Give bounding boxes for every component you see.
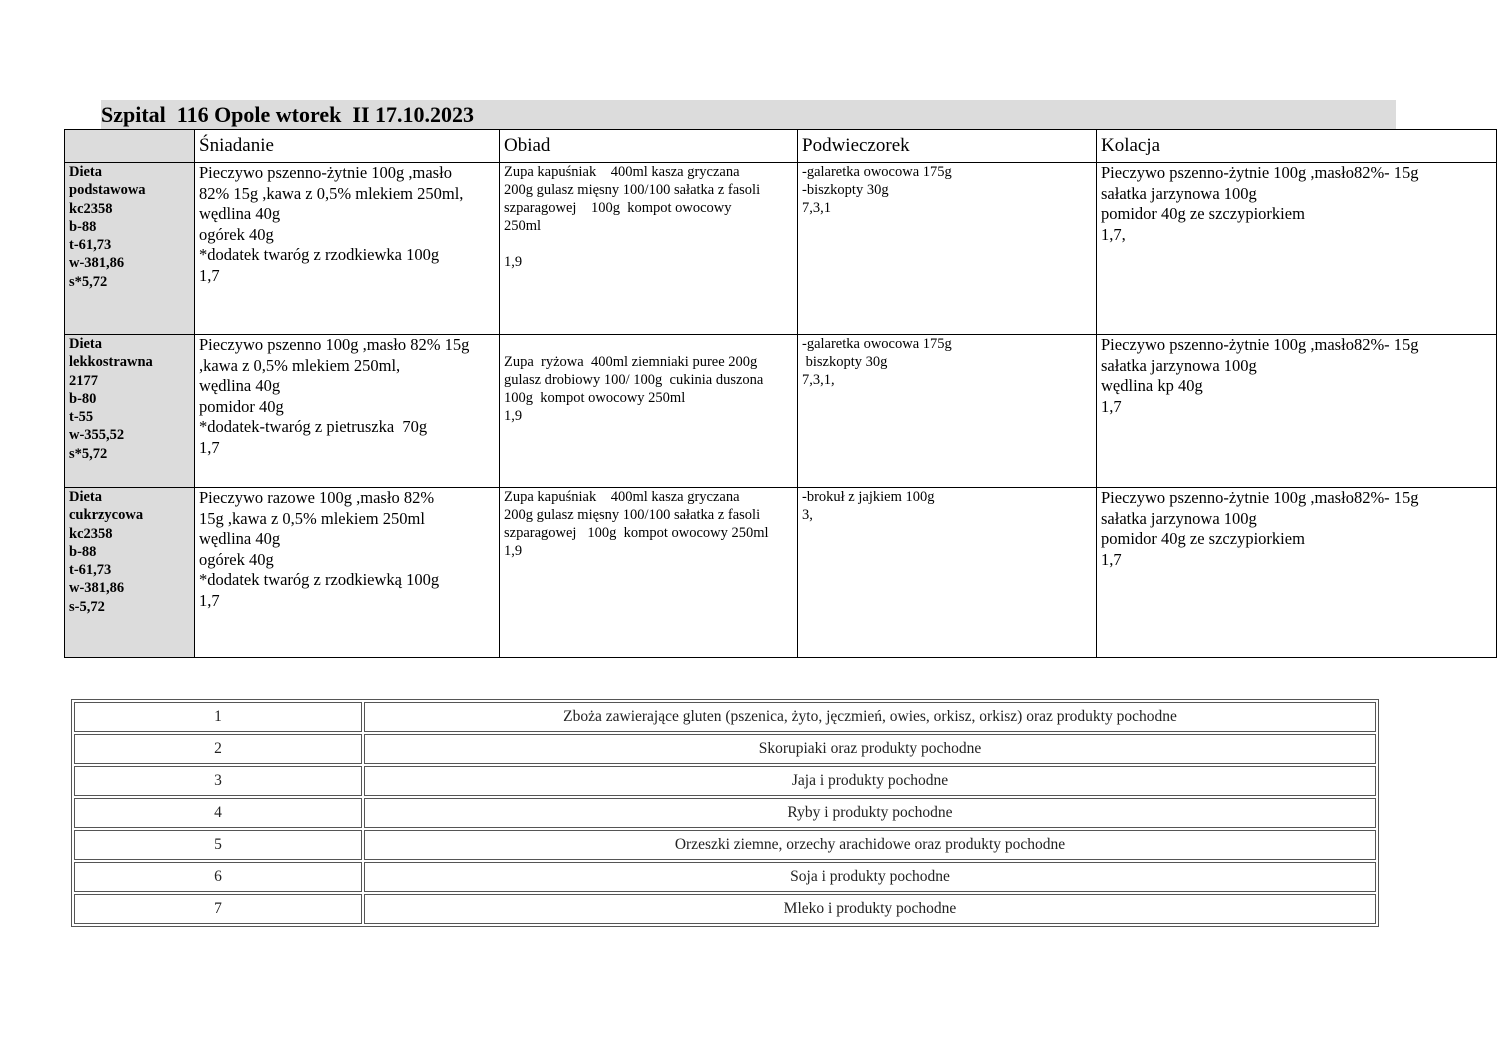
cell-line: 1,9 <box>504 543 523 559</box>
lunch-cell <box>500 335 798 488</box>
cell-line: podstawowa <box>69 182 146 199</box>
cell-line: kc2358 <box>69 525 113 542</box>
cell-line: 1,7 <box>1101 549 1122 569</box>
cell-line: ogórek 40g <box>199 224 274 244</box>
cell-line: szparagowej 100g kompot owocowy 250ml <box>504 525 769 541</box>
cell-line: t-61,73 <box>69 562 112 579</box>
snack-cell <box>798 335 1097 488</box>
cell-line: -brokuł z jajkiem 100g <box>802 489 935 505</box>
menu-header-row <box>65 130 1497 163</box>
allergen-row <box>74 830 1376 860</box>
cell-line: w-355,52 <box>69 427 125 444</box>
cell-line: b-88 <box>69 218 97 235</box>
cell-line: 1,7 <box>199 437 220 457</box>
cell-line: Pieczywo pszenno-żytnie 100g ,masło82%- 15g <box>1101 335 1419 354</box>
cell-line: kc2358 <box>69 200 113 217</box>
allergen-description: Orzeszki ziemne, orzechy arachidowe oraz produkty pochodne <box>364 830 1376 860</box>
lunch-cell <box>500 163 798 335</box>
cell-line: 2177 <box>69 372 98 389</box>
cell-line: sałatka jarzynowa 100g <box>1101 183 1257 203</box>
cell-line: s*5,72 <box>69 273 108 290</box>
cell-line: -biszkopty 30g <box>802 182 889 198</box>
allergen-description: Mleko i produkty pochodne <box>364 894 1376 924</box>
breakfast-cell <box>195 488 500 658</box>
cell-line: 1,7, <box>1101 224 1126 244</box>
snack-cell <box>798 488 1097 658</box>
cell-line: biszkopty 30g <box>802 354 888 370</box>
allergen-number: 6 <box>74 862 362 892</box>
cell-line: 1,9 <box>504 408 523 424</box>
diet-info-cell <box>65 163 195 335</box>
cell-line: Zupa kapuśniak 400ml kasza gryczana <box>504 489 740 505</box>
menu-row <box>65 335 1497 488</box>
allergen-description: Soja i produkty pochodne <box>364 862 1376 892</box>
header-blank-cell <box>65 130 195 163</box>
cell-line: Pieczywo pszenno-żytnie 100g ,masło <box>199 163 452 182</box>
cell-line: 1,7 <box>199 265 220 285</box>
cell-line: 1,9 <box>504 254 523 270</box>
allergen-number: 3 <box>74 766 362 796</box>
lunch-cell <box>500 488 798 658</box>
menu-table <box>64 129 1497 658</box>
cell-line: cukrzycowa <box>69 507 144 524</box>
allergen-number: 5 <box>74 830 362 860</box>
cell-line: Pieczywo razowe 100g ,masło 82% <box>199 488 435 507</box>
cell-line: 7,3,1 <box>802 200 831 216</box>
dinner-cell <box>1097 488 1497 658</box>
cell-line: 82% 15g ,kawa z 0,5% mlekiem 250ml, <box>199 183 464 203</box>
cell-line: Pieczywo pszenno-żytnie 100g ,masło82%- 15g <box>1101 488 1419 507</box>
allergen-description: Zboża zawierające gluten (pszenica, żyto, jęczmień, owies, orkisz, orkisz) oraz produkty pochodne <box>364 702 1376 732</box>
cell-line: 15g ,kawa z 0,5% mlekiem 250ml <box>199 508 425 528</box>
cell-line: w-381,86 <box>69 255 125 272</box>
allergen-description: Skorupiaki oraz produkty pochodne <box>364 734 1376 764</box>
cell-line: 250ml <box>504 218 542 234</box>
cell-line: *dodatek twaróg z rzodkiewką 100g <box>199 570 440 590</box>
cell-line: gulasz drobiowy 100/ 100g cukinia duszona <box>504 372 764 388</box>
cell-line: Dieta <box>69 489 103 505</box>
header-dinner: Kolacja <box>1097 130 1497 163</box>
cell-line: Dieta <box>69 164 103 180</box>
cell-line: Pieczywo pszenno-żytnie 100g ,masło82%- 15g <box>1101 163 1419 182</box>
cell-line: sałatka jarzynowa 100g <box>1101 355 1257 375</box>
page-title: Szpital 116 Opole wtorek II 17.10.2023 <box>101 100 1396 129</box>
cell-line: wędlina 40g <box>199 529 281 549</box>
cell-line: 3, <box>802 507 813 523</box>
menu-row <box>65 488 1497 658</box>
cell-line: s-5,72 <box>69 598 105 615</box>
header-breakfast: Śniadanie <box>195 130 500 163</box>
cell-line: pomidor 40g ze szczypiorkiem <box>1101 204 1305 224</box>
cell-line: t-55 <box>69 409 94 426</box>
cell-line: -galaretka owocowa 175g <box>802 336 952 352</box>
cell-line: b-88 <box>69 543 97 560</box>
cell-line: Zupa kapuśniak 400ml kasza gryczana <box>504 164 740 180</box>
cell-line: *dodatek-twaróg z pietruszka 70g <box>199 417 428 437</box>
cell-line: s*5,72 <box>69 445 108 462</box>
allergen-number: 4 <box>74 798 362 828</box>
cell-line: -galaretka owocowa 175g <box>802 164 952 180</box>
cell-line: wędlina 40g <box>199 376 281 396</box>
cell-line: *dodatek twaróg z rzodkiewka 100g <box>199 245 440 265</box>
allergen-row <box>74 734 1376 764</box>
allergen-number: 7 <box>74 894 362 924</box>
cell-line <box>504 335 793 353</box>
diet-info-cell <box>65 335 195 488</box>
breakfast-cell <box>195 163 500 335</box>
cell-line: 200g gulasz mięsny 100/100 sałatka z fasoli <box>504 182 761 198</box>
allergen-table <box>71 699 1379 927</box>
cell-line: 7,3,1, <box>802 372 835 388</box>
cell-line: Dieta <box>69 336 103 352</box>
cell-line <box>504 235 793 253</box>
breakfast-cell <box>195 335 500 488</box>
menu-row <box>65 163 1497 335</box>
cell-line: szparagowej 100g kompot owocowy <box>504 200 732 216</box>
cell-line: b-80 <box>69 390 97 407</box>
cell-line: 1,7 <box>199 590 220 610</box>
cell-line: w-381,86 <box>69 580 125 597</box>
snack-cell <box>798 163 1097 335</box>
cell-line: Pieczywo pszenno 100g ,masło 82% 15g <box>199 335 470 354</box>
allergen-description: Jaja i produkty pochodne <box>364 766 1376 796</box>
cell-line: ogórek 40g <box>199 549 274 569</box>
header-snack: Podwieczorek <box>798 130 1097 163</box>
cell-line: ,kawa z 0,5% mlekiem 250ml, <box>199 355 401 375</box>
allergen-row <box>74 798 1376 828</box>
cell-line: wędlina kp 40g <box>1101 376 1203 396</box>
cell-line: 1,7 <box>1101 396 1122 416</box>
cell-line: wędlina 40g <box>199 204 281 224</box>
header-lunch: Obiad <box>500 130 798 163</box>
allergen-row <box>74 862 1376 892</box>
dinner-cell <box>1097 163 1497 335</box>
cell-line: Zupa ryżowa 400ml ziemniaki puree 200g <box>504 354 758 370</box>
allergen-row <box>74 702 1376 732</box>
allergen-row <box>74 766 1376 796</box>
cell-line: 100g kompot owocowy 250ml <box>504 390 686 406</box>
allergen-description: Ryby i produkty pochodne <box>364 798 1376 828</box>
cell-line: pomidor 40g ze szczypiorkiem <box>1101 529 1305 549</box>
cell-line: t-61,73 <box>69 237 112 254</box>
cell-line: pomidor 40g <box>199 396 284 416</box>
cell-line: sałatka jarzynowa 100g <box>1101 508 1257 528</box>
diet-info-cell <box>65 488 195 658</box>
dinner-cell <box>1097 335 1497 488</box>
allergen-number: 1 <box>74 702 362 732</box>
allergen-row <box>74 894 1376 924</box>
allergen-number: 2 <box>74 734 362 764</box>
cell-line: lekkostrawna <box>69 354 153 371</box>
cell-line: 200g gulasz mięsny 100/100 sałatka z fasoli <box>504 507 761 523</box>
